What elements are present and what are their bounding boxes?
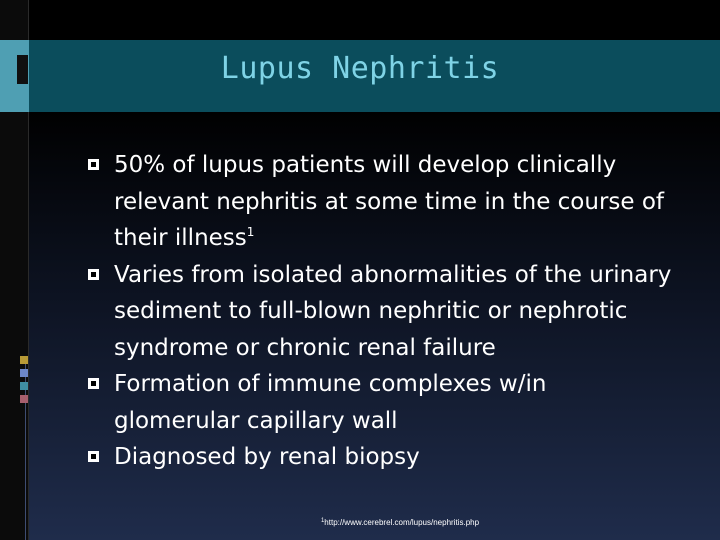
hollow-square-bullet-icon — [88, 451, 99, 462]
slide-title: Lupus Nephritis — [220, 51, 500, 86]
decorative-gold-square — [20, 356, 28, 364]
footnote-link-text: http://www.cerebrel.com/lupus/nephritis.php — [324, 518, 480, 527]
bullet-superscript: 1 — [246, 225, 255, 239]
bullet-text: 50% of lupus patients will develop clinically relevant nephritis at some time in the course of their illness — [114, 152, 665, 251]
footnote — [0, 518, 720, 527]
decorative-square-stack — [20, 356, 28, 446]
bullet-item — [88, 147, 678, 257]
bullet-item — [88, 366, 678, 439]
decorative-teal-square — [20, 382, 28, 390]
bullet-text: Diagnosed by renal biopsy — [114, 444, 420, 470]
hollow-square-bullet-icon — [88, 269, 99, 280]
bullet-list — [88, 147, 678, 476]
hollow-square-bullet-icon — [88, 378, 99, 389]
decorative-rose-square — [20, 395, 28, 403]
footnote-marker: 1 — [320, 518, 325, 524]
bullet-item — [88, 439, 678, 476]
bullet-text: Varies from isolated abnormalities of the urinary sediment to full-blown nephritic or nephrotic syndrome or chronic renal failure — [114, 261, 672, 361]
bullet-text: Formation of immune complexes w/in glomerular capillary wall — [114, 371, 547, 434]
bullet-item — [88, 257, 678, 367]
decorative-blue-square — [20, 369, 28, 377]
hollow-square-bullet-icon — [88, 159, 99, 170]
